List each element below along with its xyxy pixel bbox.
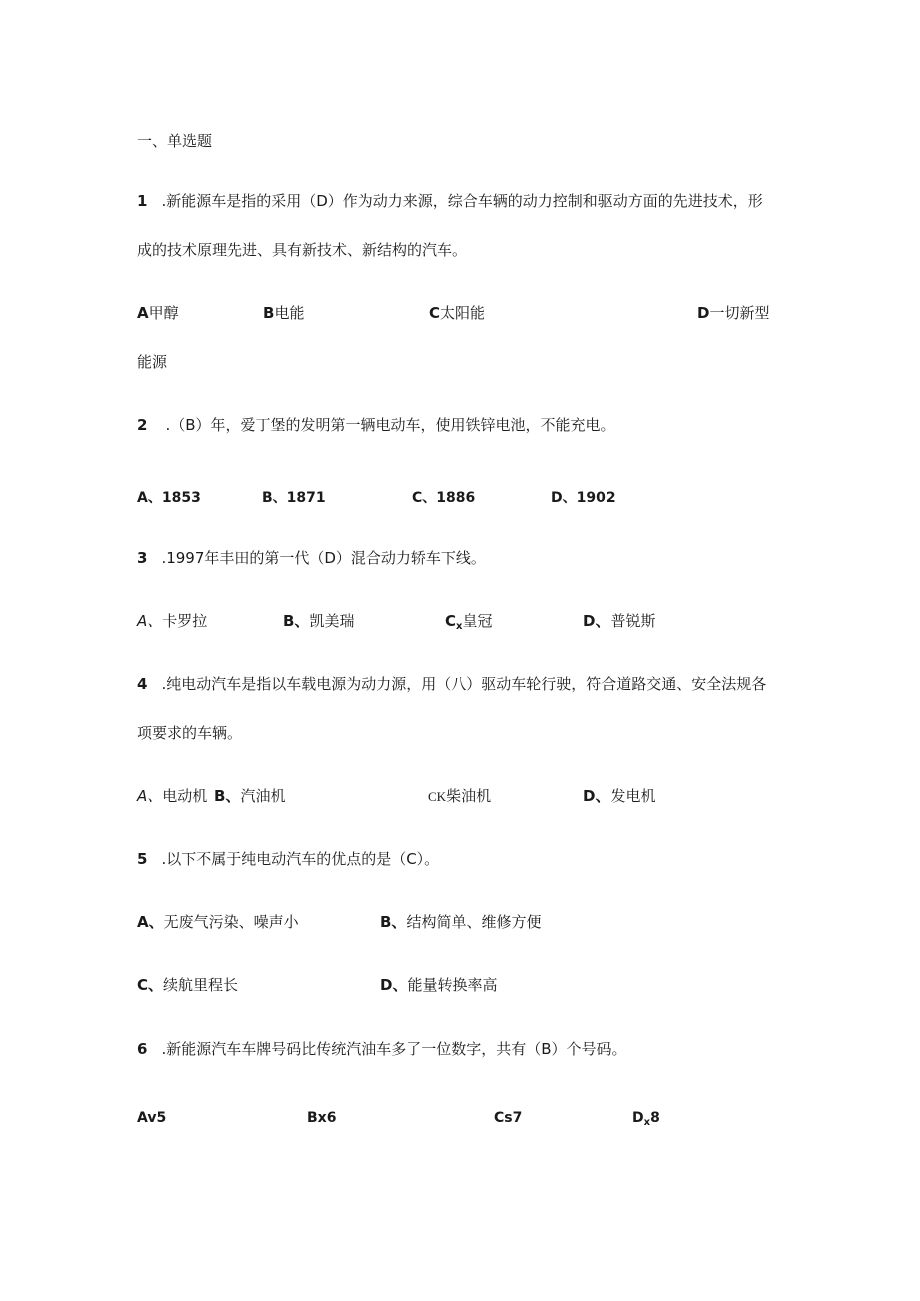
q2-option-d: D、1902	[551, 490, 616, 506]
q4-option-d: D、发电机	[583, 787, 656, 805]
q1-option-d: D一切新型	[697, 304, 770, 322]
q4-option-b: B、汽油机	[214, 787, 286, 805]
section-title: 一、单选题	[137, 132, 213, 150]
q2-option-c: C、1886	[412, 490, 476, 506]
question-text: .新能源车是指的采用（D）作为动力来源，综合车辆的动力控制和驱动方面的先进技术，形	[161, 192, 763, 210]
q1-option-b: B电能	[263, 304, 305, 322]
question-1-line-1	[137, 191, 763, 211]
question-5-line-1: 5 .以下不属于纯电动汽车的优点的是（C）。	[137, 850, 440, 868]
question-4-line-2: 项要求的车辆。	[137, 724, 243, 742]
q3-option-a: A、卡罗拉	[137, 612, 208, 630]
q4-option-c: CK柴油机	[428, 787, 492, 805]
q3-option-d: D、普锐斯	[583, 612, 656, 630]
q6-option-b: Bx6	[307, 1110, 337, 1126]
q5-option-b: B、结构简单、维修方便	[380, 913, 542, 931]
question-4-line-1: 4 .纯电动汽车是指以车载电源为动力源，用（八）驱动车轮行驶，符合道路交通、安全法规各	[137, 675, 767, 693]
q5-option-d: D、能量转换率高	[380, 976, 498, 994]
question-number: 1	[137, 192, 148, 210]
q2-option-a: A、1853	[137, 490, 201, 506]
q1-option-d-wrap: 能源	[137, 353, 168, 371]
q6-option-c: Cs7	[494, 1110, 523, 1126]
question-1-line-2: 成的技术原理先进、具有新技术、新结构的汽车。	[137, 241, 468, 259]
q5-option-a: A、无废气污染、噪声小	[137, 913, 299, 931]
question-6-line-1: 6 .新能源汽车车牌号码比传统汽油车多了一位数字，共有（B）个号码。	[137, 1040, 627, 1058]
q2-option-b: B、1871	[262, 490, 326, 506]
q6-option-d: $D_x8$	[632, 1110, 660, 1128]
q1-option-a: A甲醇	[137, 304, 179, 322]
q5-option-c: C、续航里程长	[137, 976, 239, 994]
q3-option-c: $C_x$皇冠	[445, 612, 493, 632]
q3-option-b: B、凯美瑞	[283, 612, 355, 630]
question-3-line-1: 3 .1997年丰田的第一代（D）混合动力轿车下线。	[137, 549, 486, 567]
q4-option-a: A、电动机	[137, 787, 208, 805]
q6-option-a: Av5	[137, 1110, 167, 1126]
q1-option-c: C太阳能	[429, 304, 486, 322]
question-2-line-1: 2 .（B）年，爱丁堡的发明第一辆电动车，使用铁锌电池，不能充电。	[137, 416, 616, 434]
